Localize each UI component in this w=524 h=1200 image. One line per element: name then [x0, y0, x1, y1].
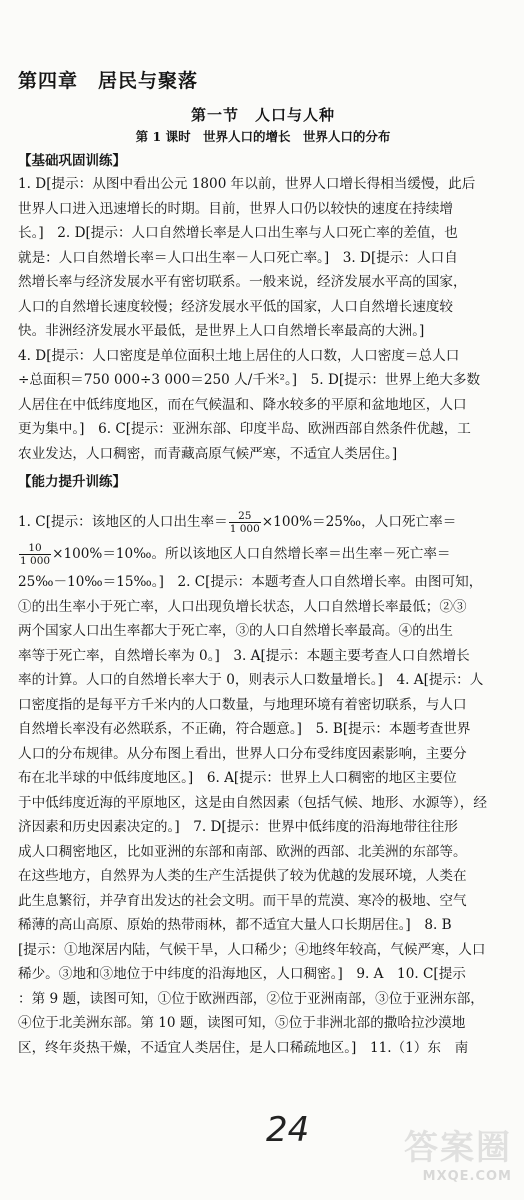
fraction-birth-rate	[229, 510, 261, 535]
answer-line: 自然增长率没有必然联系，不正确，符合题意。] 5. B[提示：本题考查世界	[18, 721, 471, 737]
answer-line: ④位于北美洲东部。第 10 题，读图可知，⑤位于非洲北部的撒哈拉沙漠地	[18, 1015, 466, 1031]
answer-line: 于中低纬度近海的平原地区，这是由自然因素（包括气候、地形、水源等），经	[18, 794, 487, 811]
answer-line: [提示：①地深居内陆，气候干旱，人口稀少；④地终年较高，气候严寒，人口	[18, 941, 486, 958]
advanced-answers	[18, 506, 508, 1060]
answer-line: 率等于死亡率，自然增长率为 0。] 3. A[提示：本题主要考查人口自然增长	[18, 647, 470, 664]
answer-line: 更为集中。] 6. C[提示：亚洲东部、印度半岛、欧洲西部自然条件优越，工	[18, 421, 471, 437]
answer-line: 稀薄的高山高原、原始的热带雨林，都不适宜大量人口长期居住。] 8. B	[18, 917, 452, 933]
answer-line: 区，终年炎热干燥，不适宜人类居住，是人口稀疏地区。] 11.（1）东 南	[18, 1039, 469, 1056]
answer-line: 成人口稠密地区，比如亚洲的东部和南部、欧洲的西部、北美洲的东部等。	[18, 843, 467, 860]
advanced-section-heading: 【能力提升训练】	[18, 474, 126, 490]
answer-line	[18, 538, 508, 570]
answer-text: ×100%＝25‰，人口死亡率＝	[261, 514, 457, 530]
watermark-logo: 答案圈	[404, 1128, 512, 1168]
answer-line: 然增长率与经济发展水平有密切联系。一般来说，经济发展水平高的国家，	[18, 274, 467, 290]
answer-line: 布在北半球的中低纬度地区。] 6. A[提示：世界上人口稠密的地区主要位	[18, 770, 457, 786]
answer-line: 人口的自然增长速度较慢；经济发展水平低的国家，人口自然增长速度较	[18, 298, 453, 315]
answer-line: 25‰－10‰＝15‰。] 2. C[提示：本题考查人口自然增长率。由图可知，	[18, 574, 483, 590]
fraction-death-rate	[19, 542, 51, 567]
answer-line: 1. D[提示：从图中看出公元 1800 年以前，世界人口增长得相当缓慢，此后	[18, 176, 476, 192]
answer-line: 口密度指的是每平方千米内的人口数量，与地理环境有着密切联系，与人口	[18, 696, 467, 713]
fraction-numerator: 25	[229, 510, 261, 523]
answer-line: 农业发达，人口稠密，而青藏高原气候严寒，不适宜人类居住。]	[18, 445, 398, 462]
answer-line: 此生息繁衍，并孕育出发达的社会文明。而干旱的荒漠、寒冷的极地、空气	[18, 892, 467, 909]
answer-line: 长。] 2. D[提示：人口自然增长率是人口出生率与人口死亡率的差值，也	[18, 225, 458, 241]
lesson-number: 第 1 课时	[135, 129, 191, 144]
basic-section-heading: 【基础巩固训练】	[18, 153, 126, 169]
lesson-title	[18, 127, 508, 145]
basic-answers	[18, 172, 508, 466]
answer-line: 人居住在中低纬度地区，而在气候温和、降水较多的平原和盆地地区，人口	[18, 396, 467, 413]
answer-line	[18, 506, 508, 538]
page-number: 24	[266, 1110, 310, 1150]
chapter-title: 第四章 居民与聚落	[18, 70, 199, 92]
answer-line: 济因素和历史因素决定的。] 7. D[提示：世界中低纬度的沿海地带往往形	[18, 819, 458, 835]
fraction-numerator: 10	[19, 542, 51, 555]
answer-line: 快。非洲经济发展水平最低，是世界上人口自然增长率最高的大洲。]	[18, 323, 425, 339]
answer-text: ×100%＝10‰。所以该地区人口自然增长率＝出生率－死亡率＝	[52, 546, 451, 562]
fraction-denominator: 1 000	[20, 555, 51, 567]
answer-line: 稀少。③地和③地位于中纬度的沿海地区，人口稠密。] 9. A 10. C[提示	[18, 966, 466, 982]
lesson-topic-growth: 世界人口的增长	[202, 129, 291, 144]
watermark-url: MXQE.COM	[422, 1169, 512, 1184]
answer-line: 4. D[提示：人口密度是单位面积土地上居住的人口数，人口密度＝总人口	[18, 347, 460, 364]
answer-line: 两个国家人口出生率都大于死亡率，③的人口自然增长率最高。④的出生	[18, 623, 453, 639]
lesson-topic-distribution: 世界人口的分布	[302, 129, 391, 144]
section-title: 第一节 人口与人种	[190, 106, 335, 124]
answer-line: 人口的分布规律。从分布图上看出，世界人口分布受纬度因素影响，主要分	[18, 745, 467, 762]
answer-line: ÷总面积＝750 000÷3 000＝250 人/千米²。] 5. D[提示：世界上绝大多数	[18, 372, 481, 388]
answer-text: 1. C[提示：该地区的人口出生率＝	[18, 514, 228, 530]
answer-line: ①的出生率小于死亡率，人口出现负增长状态，人口自然增长率最低；②③	[18, 598, 467, 615]
advanced-answer-lines	[18, 570, 508, 1060]
answer-line: ：第 9 题，读图可知，①位于欧洲西部，②位于亚洲南部，③位于亚洲东部，	[18, 990, 484, 1007]
answer-line: 就是：人口自然增长率＝人口出生率－人口死亡率。] 3. D[提示：人口自	[18, 249, 458, 266]
watermark	[404, 1120, 512, 1184]
answer-line: 世界人口进入迅速增长的时期。目前，世界人口仍以较快的速度在持续增	[18, 200, 453, 217]
answer-line: 率的计算。人口的自然增长率大于 0，则表示人口数量增长。] 4. A[提示：人	[18, 672, 484, 688]
fraction-denominator: 1 000	[229, 523, 260, 535]
answer-line: 在这些地方，自然界为人类的生产生活提供了较为优越的发展环境，人类在	[18, 868, 467, 884]
